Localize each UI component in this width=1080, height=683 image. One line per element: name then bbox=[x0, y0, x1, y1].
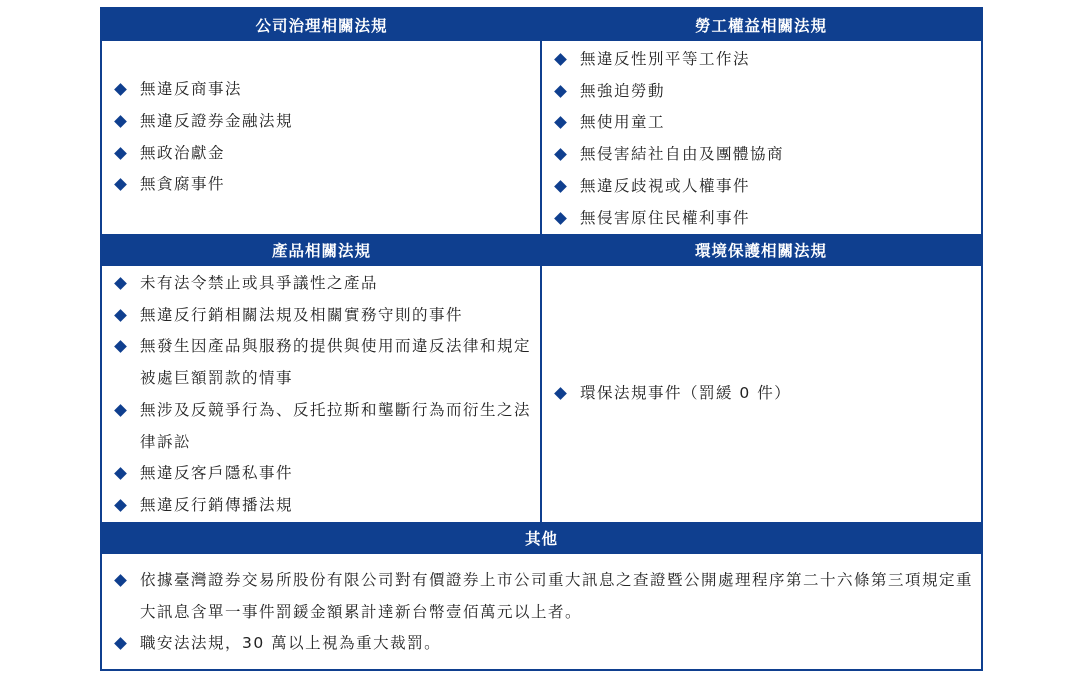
environment-title: 環境保護相關法規 bbox=[694, 242, 827, 260]
product-header bbox=[102, 234, 541, 266]
list-item: 環保法規事件（罰緩 0 件） bbox=[554, 378, 791, 410]
list-item: 無違反行銷相關法規及相關實務守則的事件 bbox=[114, 300, 536, 332]
diamond-icon bbox=[114, 638, 127, 651]
labor-header bbox=[541, 9, 981, 41]
column-divider bbox=[540, 266, 542, 522]
list-item: 無使用童工 bbox=[554, 107, 979, 139]
product-title: 產品相關法規 bbox=[271, 242, 371, 260]
list-item: 無違反歧視或人權事件 bbox=[554, 171, 979, 203]
diamond-icon bbox=[114, 467, 127, 480]
diamond-icon bbox=[554, 180, 567, 193]
diamond-icon bbox=[114, 574, 127, 587]
diamond-icon bbox=[554, 148, 567, 161]
labor-list bbox=[554, 44, 979, 234]
diamond-icon bbox=[554, 212, 567, 225]
list-item: 無違反證券金融法規 bbox=[114, 106, 293, 138]
product-list bbox=[114, 268, 536, 522]
diamond-icon bbox=[554, 53, 567, 66]
diamond-icon bbox=[114, 178, 127, 191]
list-item: 無發生因產品與服務的提供與使用而違反法律和規定被處巨額罰款的情事 bbox=[114, 331, 536, 394]
list-item: 無違反行銷傳播法規 bbox=[114, 490, 536, 522]
corporate-cell bbox=[114, 41, 539, 234]
product-cell bbox=[114, 268, 536, 522]
other-header bbox=[102, 522, 981, 554]
list-item: 無涉及反競爭行為、反托拉斯和壟斷行為而衍生之法律訴訟 bbox=[114, 395, 536, 458]
diamond-icon bbox=[114, 404, 127, 417]
diamond-icon bbox=[114, 277, 127, 290]
corporate-title: 公司治理相關法規 bbox=[255, 17, 388, 35]
diamond-icon bbox=[554, 387, 567, 400]
other-cell bbox=[114, 565, 974, 665]
other-list bbox=[114, 565, 974, 660]
list-item: 無違反客戶隱私事件 bbox=[114, 458, 536, 490]
environment-header bbox=[541, 234, 981, 266]
corporate-header bbox=[102, 9, 541, 41]
labor-cell bbox=[554, 44, 979, 234]
diamond-icon bbox=[554, 85, 567, 98]
list-item: 依據臺灣證券交易所股份有限公司對有價證券上市公司重大訊息之查證暨公開處理程序第二十六條第三項規定重大訊息含單一事件罰鍰金額累計達新台幣壹佰萬元以上者。 bbox=[114, 565, 974, 628]
list-item: 無侵害結社自由及團體協商 bbox=[554, 139, 979, 171]
list-item: 職安法法規，30 萬以上視為重大裁罰。 bbox=[114, 628, 974, 660]
list-item: 無違反性別平等工作法 bbox=[554, 44, 979, 76]
corporate-list bbox=[114, 74, 293, 201]
diamond-icon bbox=[114, 341, 127, 354]
column-divider bbox=[540, 41, 542, 234]
list-item: 無違反商事法 bbox=[114, 74, 293, 106]
list-item: 無侵害原住民權利事件 bbox=[554, 203, 979, 235]
diamond-icon bbox=[114, 499, 127, 512]
diamond-icon bbox=[114, 309, 127, 322]
diamond-icon bbox=[554, 117, 567, 130]
diamond-icon bbox=[114, 147, 127, 160]
labor-title: 勞工權益相關法規 bbox=[694, 17, 827, 35]
diamond-icon bbox=[114, 115, 127, 128]
environment-list bbox=[554, 378, 791, 410]
other-title: 其他 bbox=[524, 530, 558, 548]
regulations-table bbox=[100, 7, 983, 671]
list-item: 無強迫勞動 bbox=[554, 76, 979, 108]
list-item: 無政治獻金 bbox=[114, 138, 293, 170]
diamond-icon bbox=[114, 83, 127, 96]
environment-cell bbox=[554, 266, 979, 522]
list-item: 無貪腐事件 bbox=[114, 169, 293, 201]
list-item: 未有法令禁止或具爭議性之產品 bbox=[114, 268, 536, 300]
